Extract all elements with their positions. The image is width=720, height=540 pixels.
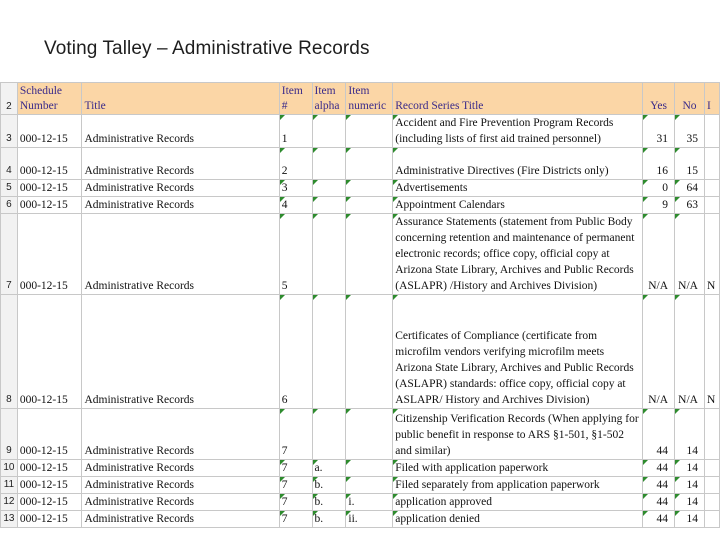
extra-cell[interactable]: N xyxy=(704,295,719,409)
item-alpha-cell[interactable] xyxy=(312,295,346,409)
no-count-cell[interactable]: 14 xyxy=(675,494,705,511)
extra-cell[interactable] xyxy=(704,115,719,148)
item-number-cell[interactable]: 1 xyxy=(279,115,312,148)
no-count-cell[interactable]: 63 xyxy=(675,197,705,214)
table-row xyxy=(1,148,720,180)
extra-cell[interactable] xyxy=(704,460,719,477)
record-series-title-cell[interactable]: Appointment Calendars xyxy=(393,197,643,214)
item-number-cell[interactable]: 7 xyxy=(279,477,312,494)
no-count-cell[interactable]: 15 xyxy=(675,148,705,180)
yes-count-cell[interactable]: 44 xyxy=(643,494,675,511)
extra-cell[interactable] xyxy=(704,197,719,214)
yes-count-cell[interactable]: 9 xyxy=(643,197,675,214)
record-series-title-cell[interactable]: Certificates of Compliance (certificate from microfilm vendors verifying microfilm meets Arizona State Library, Archives and Public Records (ASLAPR) standards: office copy, official copy at ASLAPR/ History and Archives Division) xyxy=(393,295,643,409)
record-series-title-cell[interactable]: Administrative Directives (Fire Districts only) xyxy=(393,148,643,180)
header-schedule-number[interactable]: Schedule Number xyxy=(17,83,82,115)
item-alpha-cell[interactable] xyxy=(312,148,346,180)
header-yes[interactable]: Yes xyxy=(643,83,675,115)
item-alpha-cell[interactable] xyxy=(312,197,346,214)
row-number[interactable]: 2 xyxy=(1,83,18,115)
title-cell[interactable]: Administrative Records xyxy=(82,295,279,409)
no-count-cell[interactable]: 14 xyxy=(675,477,705,494)
schedule-number-cell[interactable]: 000-12-15 xyxy=(17,214,82,295)
header-item-alpha[interactable]: Item alpha xyxy=(312,83,346,115)
title-cell[interactable]: Administrative Records xyxy=(82,180,279,197)
item-numeric-cell[interactable] xyxy=(346,214,393,295)
item-numeric-cell[interactable] xyxy=(346,460,393,477)
slide-title: Voting Talley – Administrative Records xyxy=(44,38,370,59)
item-number-cell[interactable]: 7 xyxy=(279,409,312,460)
item-numeric-cell[interactable] xyxy=(346,148,393,180)
item-number-cell[interactable]: 3 xyxy=(279,180,312,197)
yes-count-cell[interactable]: 44 xyxy=(643,409,675,460)
header-title[interactable]: Title xyxy=(82,83,279,115)
row-number[interactable]: 4 xyxy=(1,148,18,180)
row-number[interactable]: 12 xyxy=(1,494,18,511)
no-count-cell[interactable]: 14 xyxy=(675,511,705,528)
title-cell[interactable]: Administrative Records xyxy=(82,494,279,511)
extra-cell[interactable]: N xyxy=(704,214,719,295)
item-numeric-cell[interactable] xyxy=(346,197,393,214)
yes-count-cell[interactable]: N/A xyxy=(643,295,675,409)
extra-cell[interactable] xyxy=(704,477,719,494)
title-cell[interactable]: Administrative Records xyxy=(82,460,279,477)
extra-cell[interactable] xyxy=(704,494,719,511)
yes-count-cell[interactable]: 31 xyxy=(643,115,675,148)
row-number[interactable]: 11 xyxy=(1,477,18,494)
schedule-number-cell[interactable]: 000-12-15 xyxy=(17,148,82,180)
item-numeric-cell[interactable]: ii. xyxy=(346,511,393,528)
extra-cell[interactable] xyxy=(704,148,719,180)
table-row xyxy=(1,460,720,477)
title-cell[interactable]: Administrative Records xyxy=(82,409,279,460)
schedule-number-cell[interactable]: 000-12-15 xyxy=(17,494,82,511)
item-number-cell[interactable]: 7 xyxy=(279,511,312,528)
no-count-cell[interactable]: 14 xyxy=(675,460,705,477)
schedule-number-cell[interactable]: 000-12-15 xyxy=(17,295,82,409)
item-number-cell[interactable]: 2 xyxy=(279,148,312,180)
spreadsheet xyxy=(0,82,720,540)
row-number[interactable]: 9 xyxy=(1,409,18,460)
item-number-cell[interactable]: 7 xyxy=(279,494,312,511)
title-cell[interactable]: Administrative Records xyxy=(82,148,279,180)
row-number[interactable]: 3 xyxy=(1,115,18,148)
header-no[interactable]: No xyxy=(675,83,705,115)
item-numeric-cell[interactable]: i. xyxy=(346,494,393,511)
title-cell[interactable]: Administrative Records xyxy=(82,115,279,148)
row-number[interactable]: 13 xyxy=(1,511,18,528)
header-item-numeric[interactable]: Item numeric xyxy=(346,83,393,115)
item-number-cell[interactable]: 4 xyxy=(279,197,312,214)
no-count-cell[interactable]: N/A xyxy=(675,295,705,409)
table-row xyxy=(1,477,720,494)
no-count-cell[interactable]: N/A xyxy=(675,214,705,295)
table-row xyxy=(1,511,720,528)
yes-count-cell[interactable]: 44 xyxy=(643,511,675,528)
item-numeric-cell[interactable] xyxy=(346,180,393,197)
row-number[interactable]: 10 xyxy=(1,460,18,477)
schedule-number-cell[interactable]: 000-12-15 xyxy=(17,511,82,528)
item-numeric-cell[interactable] xyxy=(346,477,393,494)
table-row xyxy=(1,180,720,197)
row-number[interactable]: 7 xyxy=(1,214,18,295)
row-number[interactable]: 6 xyxy=(1,197,18,214)
record-series-title-cell[interactable]: Assurance Statements (statement from Public Body concerning retention and maintenance of permanent electronic records; office copy, official copy at Arizona State Library, Archives and Public Records (ASLAPR) /History and Archives Division) xyxy=(393,214,643,295)
table-row xyxy=(1,214,720,295)
title-cell[interactable]: Administrative Records xyxy=(82,511,279,528)
item-alpha-cell[interactable] xyxy=(312,180,346,197)
item-alpha-cell[interactable] xyxy=(312,409,346,460)
record-series-title-cell[interactable]: application denied xyxy=(393,511,643,528)
yes-count-cell[interactable]: N/A xyxy=(643,214,675,295)
extra-cell[interactable] xyxy=(704,180,719,197)
item-numeric-cell[interactable] xyxy=(346,115,393,148)
table-row xyxy=(1,494,720,511)
item-numeric-cell[interactable] xyxy=(346,409,393,460)
record-series-title-cell[interactable]: Citizenship Verification Records (When applying for public benefit in response to ARS §1-501, §1-502 and similar) xyxy=(393,409,643,460)
schedule-number-cell[interactable]: 000-12-15 xyxy=(17,197,82,214)
item-alpha-cell[interactable] xyxy=(312,115,346,148)
record-series-title-cell[interactable]: Filed with application paperwork xyxy=(393,460,643,477)
table-row xyxy=(1,295,720,409)
item-alpha-cell[interactable]: b. xyxy=(312,494,346,511)
record-series-title-cell[interactable]: application approved xyxy=(393,494,643,511)
extra-cell[interactable] xyxy=(704,409,719,460)
table-row xyxy=(1,409,720,460)
schedule-number-cell[interactable]: 000-12-15 xyxy=(17,180,82,197)
item-numeric-cell[interactable] xyxy=(346,295,393,409)
records-table xyxy=(0,82,720,528)
schedule-number-cell[interactable]: 000-12-15 xyxy=(17,460,82,477)
record-series-title-cell[interactable]: Filed separately from application paperwork xyxy=(393,477,643,494)
header-item-number[interactable]: Item # xyxy=(279,83,312,115)
header-row xyxy=(1,83,720,115)
no-count-cell[interactable]: 14 xyxy=(675,409,705,460)
row-number[interactable]: 5 xyxy=(1,180,18,197)
title-cell[interactable]: Administrative Records xyxy=(82,214,279,295)
row-number[interactable]: 8 xyxy=(1,295,18,409)
schedule-number-cell[interactable]: 000-12-15 xyxy=(17,115,82,148)
header-extra[interactable]: I xyxy=(704,83,719,115)
item-number-cell[interactable]: 7 xyxy=(279,460,312,477)
yes-count-cell[interactable]: 16 xyxy=(643,148,675,180)
yes-count-cell[interactable]: 44 xyxy=(643,460,675,477)
title-cell[interactable]: Administrative Records xyxy=(82,477,279,494)
title-cell[interactable]: Administrative Records xyxy=(82,197,279,214)
yes-count-cell[interactable]: 44 xyxy=(643,477,675,494)
extra-cell[interactable] xyxy=(704,511,719,528)
item-alpha-cell[interactable]: b. xyxy=(312,511,346,528)
item-alpha-cell[interactable] xyxy=(312,214,346,295)
item-alpha-cell[interactable]: b. xyxy=(312,477,346,494)
table-row xyxy=(1,197,720,214)
record-series-title-cell[interactable]: Advertisements xyxy=(393,180,643,197)
header-record-series-title[interactable]: Record Series Title xyxy=(393,83,643,115)
yes-count-cell[interactable]: 0 xyxy=(643,180,675,197)
no-count-cell[interactable]: 35 xyxy=(675,115,705,148)
item-number-cell[interactable]: 6 xyxy=(279,295,312,409)
item-number-cell[interactable]: 5 xyxy=(279,214,312,295)
schedule-number-cell[interactable]: 000-12-15 xyxy=(17,409,82,460)
no-count-cell[interactable]: 64 xyxy=(675,180,705,197)
record-series-title-cell[interactable]: Accident and Fire Prevention Program Records (including lists of first aid trained personnel) xyxy=(393,115,643,148)
table-row xyxy=(1,115,720,148)
schedule-number-cell[interactable]: 000-12-15 xyxy=(17,477,82,494)
item-alpha-cell[interactable]: a. xyxy=(312,460,346,477)
